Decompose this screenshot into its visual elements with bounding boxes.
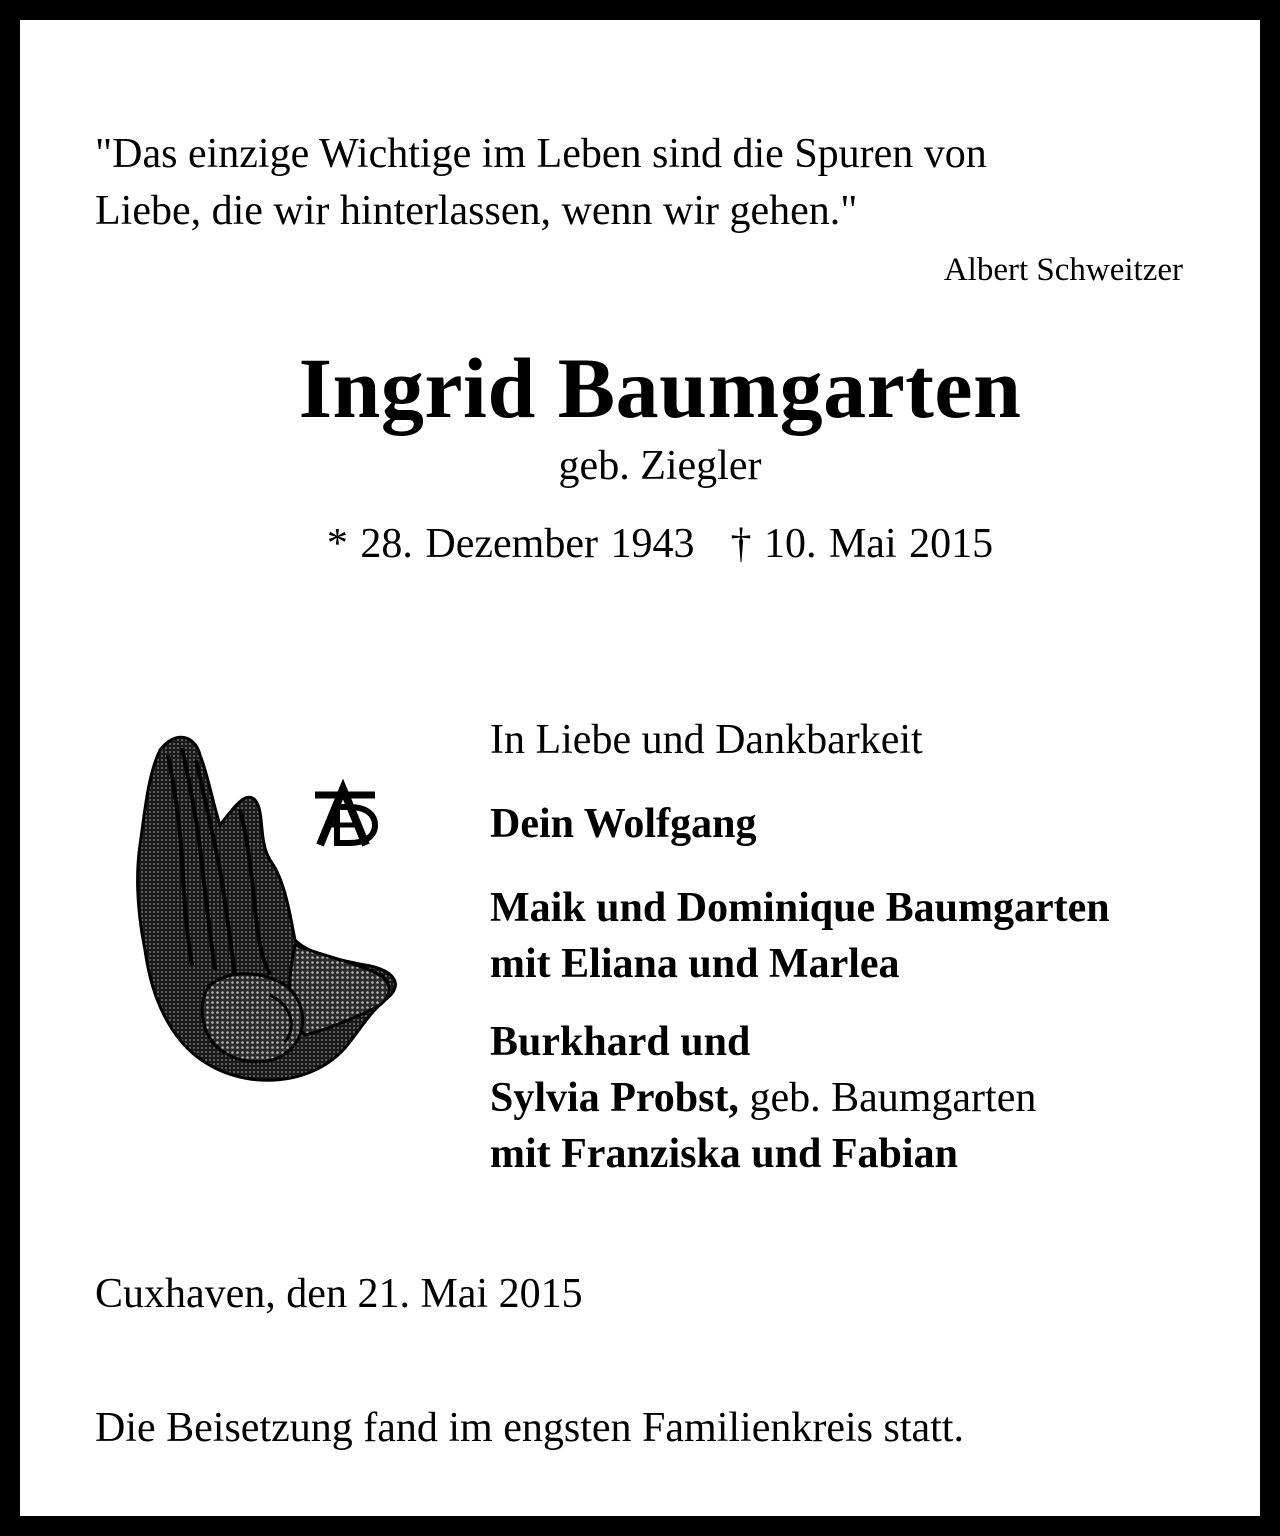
family-intro: In Liebe und Dankbarkeit [490, 717, 923, 763]
death-date: † 10. Mai 2015 [730, 521, 994, 567]
maiden-name: geb. Ziegler [558, 443, 762, 489]
family-child2-line2 [490, 1070, 1110, 1126]
family-child2-name: Sylvia Probst, [490, 1075, 739, 1121]
burial-note: Die Beisetzung fand im engsten Familienkreis statt. [95, 1405, 964, 1451]
family-child1-line2: mit Eliana und Marlea [490, 941, 900, 987]
birth-date: * 28. Dezember 1943 [326, 521, 695, 567]
quote-line-2: Liebe, die wir hinterlassen, wenn wir gehen." [95, 188, 858, 234]
quote [95, 126, 987, 240]
family-spouse: Dein Wolfgang [490, 801, 757, 847]
family-child2-maiden: geb. Baumgarten [738, 1075, 1037, 1121]
family-block [490, 712, 1110, 1182]
family-child2-line3: mit Franziska und Fabian [490, 1131, 958, 1177]
quote-line-1: "Das einzige Wichtige im Leben sind die Spuren von [95, 131, 987, 177]
place-date: Cuxhaven, den 21. Mai 2015 [95, 1271, 583, 1317]
deceased-name: Ingrid Baumgarten [298, 340, 1022, 436]
praying-hands-icon [120, 730, 410, 1090]
family-child1-line1: Maik und Dominique Baumgarten [490, 885, 1110, 931]
quote-author: Albert Schweitzer [943, 252, 1183, 288]
monogram-icon [315, 789, 375, 845]
family-child2-line1: Burkhard und [490, 1019, 751, 1065]
life-dates [20, 520, 1280, 568]
